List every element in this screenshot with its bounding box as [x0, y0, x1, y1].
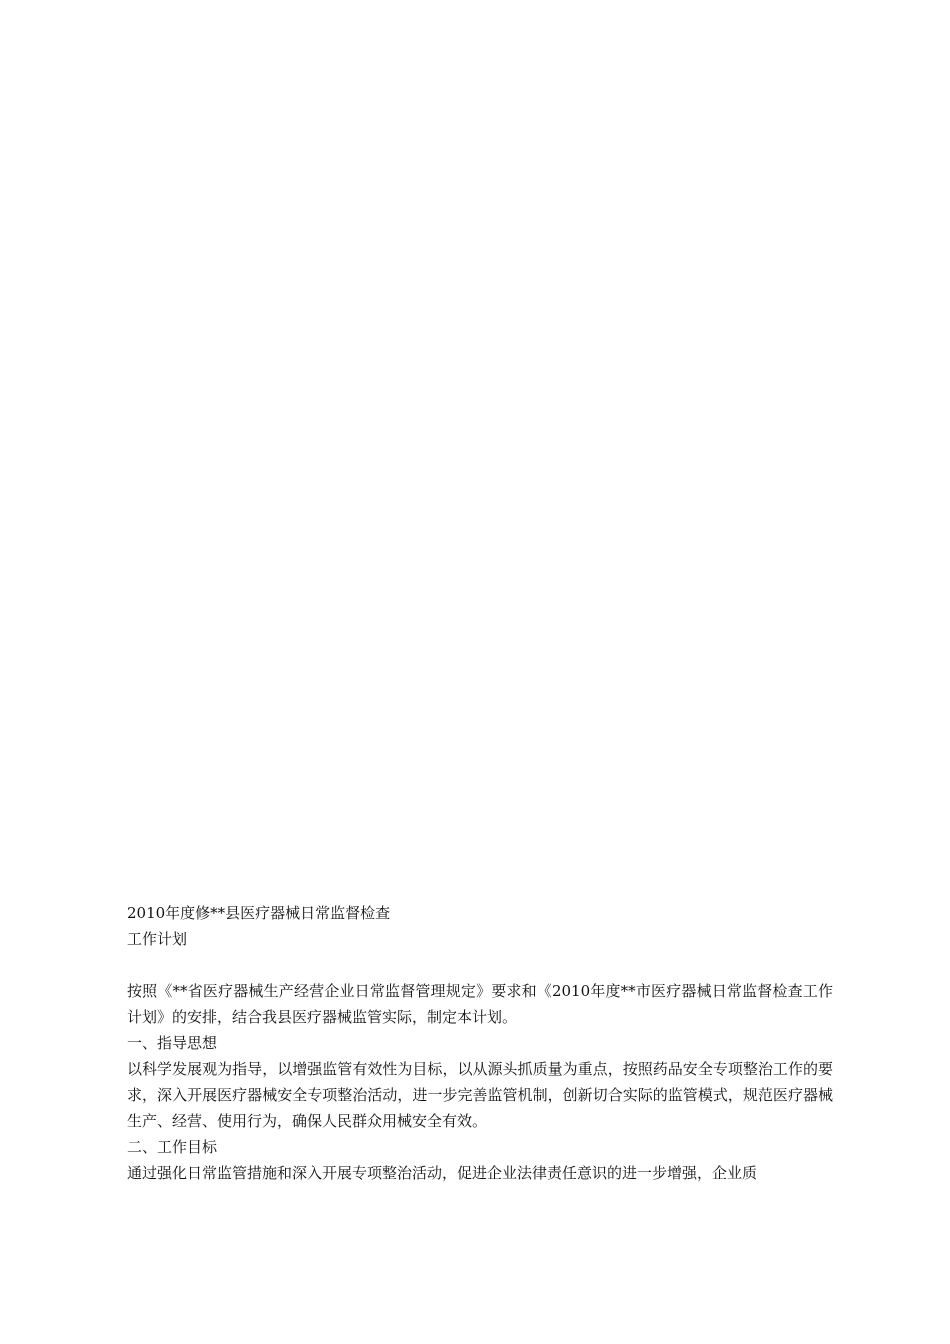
document-title-line-1: 2010年度修**县医疗器械日常监督检查	[127, 904, 391, 922]
document-title-line-2: 工作计划	[127, 930, 188, 948]
section-2-paragraph: 通过强化日常监管措施和深入开展专项整治活动，促进企业法律责任意识的进一步增强，企业质	[127, 1164, 758, 1182]
blank-line	[127, 952, 833, 978]
intro-paragraph: 按照《**省医疗器械生产经营企业日常监督管理规定》要求和《2010年度**市医疗器械日常监督检查工作计划》的安排，结合我县医疗器械监管实际，制定本计划。	[127, 982, 833, 1026]
section-2-heading: 二、工作目标	[127, 1138, 218, 1156]
section-1-heading: 一、指导思想	[127, 1034, 218, 1052]
section-1-paragraph: 以科学发展观为指导，以增强监管有效性为目标，以从源头抓质量为重点，按照药品安全专项整治工作的要求，深入开展医疗器械安全专项整治活动，进一步完善监管机制，创新切合实际的监管模式，规范医疗器械生产、经营、使用行为，确保人民群众用械安全有效。	[127, 1060, 833, 1130]
document-body	[127, 900, 833, 1186]
